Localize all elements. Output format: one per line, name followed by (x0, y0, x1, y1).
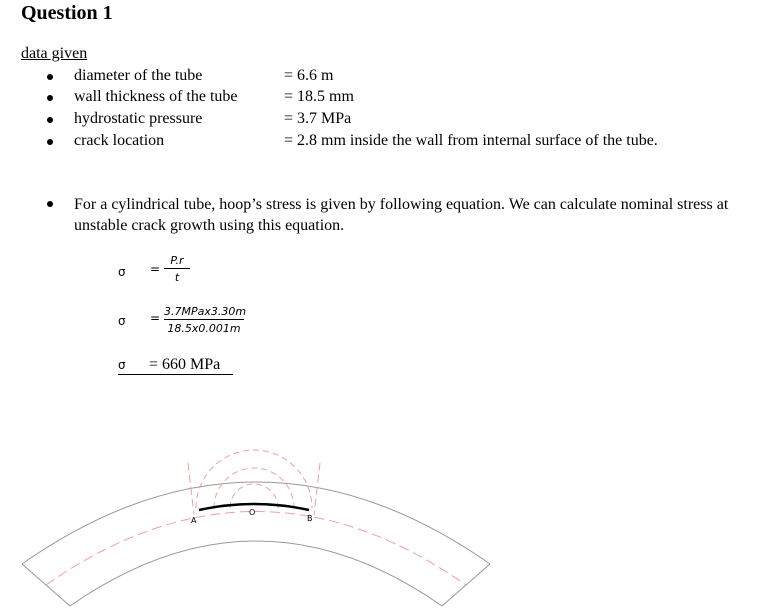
bullet-icon (47, 74, 53, 80)
tube-inner-arc (70, 541, 442, 606)
hoop-stress-note: For a cylindrical tube, hoop’s stress is given by following equation. We can calculate nominal stress at unstable crack growth using this equation. (74, 196, 729, 234)
numerator: 3.7MPax3.30m (164, 305, 247, 318)
given-value: = 3.7 MPa (284, 110, 352, 127)
equals-sign: = (150, 311, 161, 325)
denominator: 18.5x0.001m (167, 322, 241, 335)
given-item-wall-thickness (0, 88, 759, 110)
fraction-bar (164, 268, 190, 269)
fraction-values (164, 305, 247, 335)
denominator: t (174, 271, 180, 284)
fraction-bar (164, 319, 244, 320)
tube-outer-arc (22, 482, 490, 564)
zone-dashed-arc (196, 450, 312, 508)
point-a-label: A (191, 516, 197, 525)
given-item-pressure (0, 110, 759, 132)
given-item-crack-location (0, 132, 759, 154)
given-label: hydrostatic pressure (74, 110, 203, 127)
stress-result (118, 356, 233, 375)
question-title: Question 1 (21, 2, 113, 24)
given-value: = 6.6 m (284, 67, 334, 84)
sigma-symbol: σ (118, 314, 126, 328)
given-label: wall thickness of the tube (74, 88, 238, 105)
given-label: crack location (74, 132, 165, 149)
bullet-icon (47, 117, 53, 123)
given-item-diameter (0, 67, 759, 89)
fraction-pr-over-t (164, 254, 190, 284)
given-label: diameter of the tube (74, 67, 203, 84)
bullet-icon (47, 201, 53, 207)
numerator: P.r (170, 254, 184, 267)
sigma-symbol: σ (118, 358, 126, 372)
point-o-label: O (249, 508, 256, 517)
sigma-symbol: σ (118, 265, 126, 279)
point-b-label: B (307, 514, 313, 523)
given-value: = 2.8 mm inside the wall from internal surface of the tube. (284, 132, 658, 149)
equals-sign: = (150, 262, 161, 276)
given-value: = 18.5 mm (284, 88, 354, 105)
mid-wall-dashed-arc (46, 512, 466, 586)
zone-dashed-arc (214, 468, 294, 508)
result-value: = 660 MPa (149, 356, 221, 373)
radial-dashed-line (314, 463, 320, 515)
data-given-heading: data given (21, 45, 88, 62)
tube-crack-diagram (0, 440, 759, 610)
bullet-icon (47, 139, 53, 145)
bullet-icon (47, 95, 53, 101)
